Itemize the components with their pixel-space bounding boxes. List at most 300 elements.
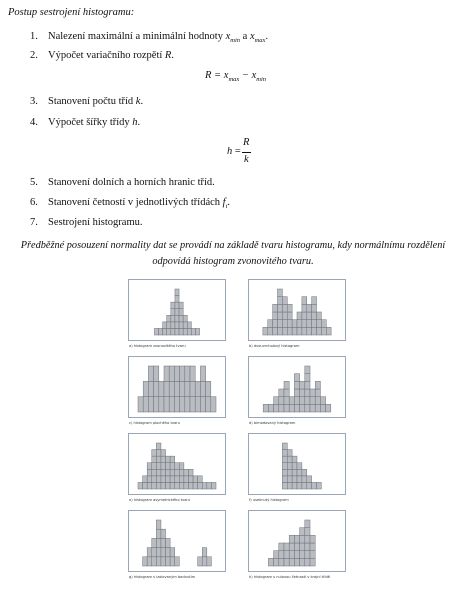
histogram-bar-cell (180, 366, 185, 381)
histogram-bar-cell (167, 328, 171, 335)
histogram-bar-cell (211, 397, 216, 412)
histogram-bar-cell (302, 327, 307, 335)
histogram-bar-cell (152, 538, 157, 547)
histogram-bar-cell (315, 397, 320, 405)
histogram-bar-cell (292, 476, 297, 483)
histogram-bar-cell (278, 289, 283, 297)
histogram-bar-cell (305, 366, 310, 374)
histogram-bar-cell (161, 482, 166, 489)
histogram-bar-cell (156, 482, 161, 489)
histogram-bar-cell (183, 328, 187, 335)
section-heading: Postup sestrojení histogramu: (8, 7, 135, 18)
step-3 (30, 96, 143, 107)
histogram-bar-cell (156, 529, 161, 538)
histogram-bar-cell (175, 463, 180, 470)
histogram-bar-cell (161, 548, 166, 557)
histogram-bar-cell (294, 543, 299, 551)
histogram-bar-cell (274, 558, 279, 566)
histogram-bar-cell (171, 315, 175, 322)
histogram-bar-cell (310, 558, 315, 566)
histogram-bar-cell (310, 389, 315, 397)
histogram-bar-cell (171, 328, 175, 335)
histogram-bar-cell (287, 469, 292, 476)
histogram-bar-cell (287, 450, 292, 457)
histogram-bar-cell (195, 328, 199, 335)
histogram-bar-cell (292, 327, 297, 335)
histogram-bar-cell (161, 463, 166, 470)
histogram-bar-cell (315, 404, 320, 412)
width-formula-numerator: R (243, 137, 250, 148)
histogram-bar-cell (287, 327, 292, 335)
histogram-bar-cell (148, 397, 153, 412)
range-formula: $R = x_{max} - x_{min}$ (205, 70, 267, 84)
histogram-bar-cell (175, 469, 180, 476)
histogram-bar-cell (166, 482, 171, 489)
histogram-bar-cell (161, 469, 166, 476)
histogram-bar-cell (179, 476, 184, 483)
histogram-bar-cell (263, 327, 268, 335)
histogram-bar-cell (184, 476, 189, 483)
histogram-panel-7 (128, 510, 226, 584)
histogram-bar-cell (317, 312, 322, 320)
histogram-bar-cell (326, 404, 331, 412)
histogram-bar-cell (161, 529, 166, 538)
histogram-bar-cell (175, 315, 179, 322)
step-7 (30, 217, 143, 228)
histogram-bar-cell (175, 309, 179, 316)
histogram-bar-cell (169, 381, 174, 396)
histogram-plot (128, 279, 226, 341)
histogram-bar-cell (312, 304, 317, 312)
histogram-bar-cell (143, 557, 148, 566)
histogram-plot (248, 433, 346, 495)
histogram-caption: c) histogram plochého tvaru (129, 421, 180, 425)
histogram-bar-cell (292, 469, 297, 476)
histogram-bar-cell (284, 381, 289, 389)
histogram-bar-cell (154, 366, 159, 381)
step-text: Stanovení četností v jednotlivých třídách $f_i$. (48, 197, 231, 211)
histogram-bar-cell (174, 366, 179, 381)
histogram-bar-cell (310, 551, 315, 559)
histogram-bar-cell (175, 476, 180, 483)
histogram-panel-4 (248, 356, 346, 430)
histogram-bar-cell (175, 482, 180, 489)
histogram-caption: f) useknutý histogram (249, 498, 289, 502)
histogram-bar-cell (198, 557, 203, 566)
histogram-bar-cell (297, 320, 302, 328)
histogram-bar-cell (164, 366, 169, 381)
histogram-bar-cell (274, 404, 279, 412)
histogram-bar-cell (294, 535, 299, 543)
histogram-bar-cell (273, 320, 278, 328)
histogram-bar-cell (263, 404, 268, 412)
histogram-bar-cell (154, 397, 159, 412)
histogram-panel-8 (248, 510, 346, 584)
histogram-bar-cell (170, 456, 175, 463)
histogram-bar-cell (175, 328, 179, 335)
histogram-bar-cell (307, 327, 312, 335)
histogram-bar-cell (166, 463, 171, 470)
histogram-bar-cell (171, 309, 175, 316)
step-1 (30, 31, 268, 44)
histogram-bar-cell (156, 450, 161, 457)
histogram-bar-cell (284, 543, 289, 551)
histogram-bar-cell (284, 558, 289, 566)
histogram-bar-cell (147, 469, 152, 476)
histogram-bar-cell (179, 322, 183, 329)
histogram-bar-cell (183, 315, 187, 322)
histogram-bar-cell (174, 381, 179, 396)
histogram-bar-cell (300, 397, 305, 405)
histogram-bar-cell (198, 482, 203, 489)
histogram-bar-cell (300, 551, 305, 559)
histogram-plot (248, 279, 346, 341)
step-text: Nalezení maximální a minimální hodnoty $x_{min}$ a $x_{max}$. (48, 31, 269, 45)
histogram-bar-cell (278, 304, 283, 312)
histogram-bar-cell (147, 557, 152, 566)
histogram-bar-cell (169, 366, 174, 381)
histogram-bar-cell (292, 456, 297, 463)
histogram-bar-cell (289, 558, 294, 566)
histogram-bar-cell (166, 538, 171, 547)
histogram-bar-cell (185, 381, 190, 396)
histogram-bar-cell (289, 397, 294, 405)
histogram-bar-cell (163, 328, 167, 335)
histogram-bar-cell (170, 463, 175, 470)
histogram-bar-cell (278, 297, 283, 305)
histogram-bar-cell (310, 543, 315, 551)
histogram-panel-6 (248, 433, 346, 507)
histogram-bar-cell (170, 557, 175, 566)
histogram-bar-cell (312, 327, 317, 335)
histogram-bar-cell (273, 327, 278, 335)
histogram-bar-cell (156, 520, 161, 529)
histogram-plot (248, 356, 346, 418)
histogram-bar-cell (174, 397, 179, 412)
histogram-bar-cell (148, 381, 153, 396)
histogram-bar-cell (179, 328, 183, 335)
histogram-bar-cell (305, 558, 310, 566)
step-number: 1. (30, 31, 38, 42)
histogram-caption: d) bimodovaný histogram (249, 421, 296, 425)
histogram-bar-cell (284, 389, 289, 397)
histogram-bar-cell (143, 476, 148, 483)
histogram-bar-cell (317, 320, 322, 328)
histogram-bar-cell (161, 456, 166, 463)
step-6 (30, 197, 230, 210)
histogram-bar-cell (268, 404, 273, 412)
histogram-bar-cell (297, 312, 302, 320)
histogram-bar-cell (152, 469, 157, 476)
histogram-bar-cell (282, 450, 287, 457)
fraction-bar (242, 152, 251, 153)
histogram-bar-cell (310, 397, 315, 405)
histogram-bar-cell (170, 469, 175, 476)
histogram-bar-cell (187, 328, 191, 335)
histogram-bar-cell (284, 404, 289, 412)
histogram-bar-cell (302, 482, 307, 489)
histogram-bar-cell (147, 463, 152, 470)
histogram-bar-cell (152, 476, 157, 483)
histogram-bar-cell (300, 535, 305, 543)
histogram-bar-cell (320, 404, 325, 412)
histogram-bar-cell (152, 450, 157, 457)
histogram-panel-1 (128, 279, 226, 353)
histogram-bar-cell (184, 469, 189, 476)
histogram-bar-cell (167, 322, 171, 329)
histogram-bar-cell (302, 312, 307, 320)
histogram-bar-cell (294, 404, 299, 412)
histogram-bar-cell (294, 374, 299, 382)
histogram-bar-cell (170, 476, 175, 483)
histogram-caption: b) dvouvrcholový histogram (249, 344, 300, 348)
histogram-bar-cell (147, 476, 152, 483)
histogram-bar-cell (278, 320, 283, 328)
histogram-bar-cell (297, 463, 302, 470)
histogram-bar-cell (282, 320, 287, 328)
histogram-bar-cell (167, 315, 171, 322)
histogram-bar-cell (305, 374, 310, 382)
histogram-bar-cell (268, 327, 273, 335)
histogram-bar-cell (278, 327, 283, 335)
histogram-bar-cell (300, 528, 305, 536)
histogram-bar-cell (170, 482, 175, 489)
histogram-bar-cell (312, 297, 317, 305)
step-5 (30, 177, 215, 188)
histogram-bar-cell (289, 535, 294, 543)
histogram-bar-cell (166, 456, 171, 463)
histogram-bar-cell (154, 328, 158, 335)
histogram-bar-cell (310, 535, 315, 543)
histogram-bar-cell (279, 543, 284, 551)
histogram-bar-cell (180, 397, 185, 412)
histogram-bar-cell (138, 482, 143, 489)
histogram-caption: a) histogram zvonovitého tvaru (129, 344, 186, 348)
width-formula-lhs: h = (227, 146, 241, 157)
histogram-bar-cell (156, 469, 161, 476)
histogram-bar-cell (179, 482, 184, 489)
histogram-bar-cell (279, 397, 284, 405)
histogram-bar-cell (305, 389, 310, 397)
histogram-bar-cell (287, 463, 292, 470)
histogram-bar-cell (207, 557, 212, 566)
histogram-bar-cell (202, 557, 207, 566)
histogram-caption: h) histogram s nulovou četností v krajní třídě (249, 575, 331, 579)
histogram-bar-cell (152, 482, 157, 489)
histogram-bar-cell (152, 548, 157, 557)
step-text: Stanovení počtu tříd k. (48, 96, 144, 107)
histogram-bar-cell (307, 482, 312, 489)
histogram-bar-cell (294, 381, 299, 389)
histogram-bar-cell (289, 404, 294, 412)
histogram-bar-cell (305, 404, 310, 412)
step-number: 6. (30, 197, 38, 208)
histogram-bar-cell (326, 327, 331, 335)
histogram-bar-cell (268, 320, 273, 328)
histogram-plot (248, 510, 346, 572)
histogram-bar-cell (317, 327, 322, 335)
histogram-bar-cell (191, 328, 195, 335)
histogram-bar-cell (166, 476, 171, 483)
histogram-bar-cell (156, 548, 161, 557)
histogram-bar-cell (200, 397, 205, 412)
histogram-bar-cell (307, 312, 312, 320)
histogram-bar-cell (305, 543, 310, 551)
histogram-bar-cell (300, 543, 305, 551)
histogram-bar-cell (180, 381, 185, 396)
histogram-bar-cell (282, 304, 287, 312)
histogram-bar-cell (184, 482, 189, 489)
histogram-bar-cell (282, 482, 287, 489)
histogram-bar-cell (305, 528, 310, 536)
histogram-bar-cell (307, 320, 312, 328)
histogram-bar-cell (143, 397, 148, 412)
histogram-bar-cell (159, 397, 164, 412)
histogram-bar-cell (302, 469, 307, 476)
histogram-bar-cell (300, 389, 305, 397)
step-4 (30, 117, 140, 128)
histogram-bar-cell (166, 469, 171, 476)
histogram-bar-cell (166, 557, 171, 566)
histogram-bar-cell (287, 482, 292, 489)
histogram-bar-cell (287, 304, 292, 312)
histogram-bar-cell (287, 456, 292, 463)
step-number: 2. (30, 50, 38, 61)
histogram-bar-cell (292, 320, 297, 328)
histogram-bar-cell (175, 322, 179, 329)
histogram-plot (128, 433, 226, 495)
histogram-bar-cell (202, 548, 207, 557)
histogram-bar-cell (297, 476, 302, 483)
histogram-bar-cell (190, 381, 195, 396)
step-2 (30, 50, 174, 61)
histogram-bar-cell (164, 381, 169, 396)
histogram-bar-cell (292, 482, 297, 489)
histogram-bar-cell (300, 381, 305, 389)
histogram-bar-cell (305, 535, 310, 543)
histogram-bar-cell (279, 551, 284, 559)
histogram-bar-cell (195, 381, 200, 396)
histogram-bar-cell (321, 327, 326, 335)
step-number: 4. (30, 117, 38, 128)
histogram-bar-cell (302, 304, 307, 312)
step-text: Výpočet šířky třídy h. (48, 117, 141, 128)
histogram-bar-cell (300, 558, 305, 566)
normality-note: Předběžné posouzení normality dat se provádí na základě tvaru histogramu, kdy normálnímu rozdělení odpovídá histogram zvonovitého tvaru. (20, 240, 446, 267)
step-number: 5. (30, 177, 38, 188)
histogram-bar-cell (284, 397, 289, 405)
histogram-bar-cell (282, 327, 287, 335)
histogram-bar-cell (179, 469, 184, 476)
histogram-bar-cell (161, 450, 166, 457)
histogram-bar-cell (206, 381, 211, 396)
histogram-bar-cell (202, 482, 207, 489)
histogram-bar-cell (188, 476, 193, 483)
histogram-bar-cell (156, 456, 161, 463)
histogram-caption: g) histogram s izolovaným bodnutím (129, 575, 196, 579)
histogram-bar-cell (159, 328, 163, 335)
histogram-bar-cell (143, 381, 148, 396)
histogram-bar-cell (273, 304, 278, 312)
histogram-bar-cell (300, 404, 305, 412)
histogram-bar-cell (190, 366, 195, 381)
histogram-bar-cell (154, 381, 159, 396)
histogram-bar-cell (279, 558, 284, 566)
histogram-bar-cell (163, 322, 167, 329)
histogram-bar-cell (302, 297, 307, 305)
histogram-bar-cell (274, 551, 279, 559)
histogram-bar-cell (193, 476, 198, 483)
histogram-bar-cell (315, 389, 320, 397)
histogram-bar-cell (164, 397, 169, 412)
histogram-bar-cell (152, 557, 157, 566)
histogram-bar-cell (175, 296, 179, 303)
histogram-bar-cell (147, 548, 152, 557)
histogram-bar-cell (188, 469, 193, 476)
histogram-bar-cell (187, 322, 191, 329)
histogram-bar-cell (175, 289, 179, 296)
histogram-bar-cell (156, 476, 161, 483)
histogram-bar-cell (292, 463, 297, 470)
histogram-bar-cell (156, 463, 161, 470)
histogram-bar-cell (159, 381, 164, 396)
histogram-panel-5 (128, 433, 226, 507)
histogram-bar-cell (156, 557, 161, 566)
histogram-bar-cell (284, 551, 289, 559)
histogram-bar-cell (274, 397, 279, 405)
histogram-bar-cell (143, 482, 148, 489)
histogram-bar-cell (200, 381, 205, 396)
histogram-bar-cell (152, 463, 157, 470)
histogram-bar-cell (302, 320, 307, 328)
histogram-bar-cell (179, 302, 183, 309)
histogram-bar-cell (287, 476, 292, 483)
step-text: Stanovení dolních a horních hranic tříd. (48, 177, 215, 188)
histogram-panel-3 (128, 356, 226, 430)
step-number: 7. (30, 217, 38, 228)
histogram-bar-cell (207, 482, 212, 489)
histogram-bar-cell (312, 312, 317, 320)
histogram-bar-cell (317, 482, 322, 489)
histogram-bar-cell (171, 302, 175, 309)
histogram-bar-cell (169, 397, 174, 412)
histogram-bar-cell (287, 320, 292, 328)
histogram-bar-cell (297, 482, 302, 489)
histogram-bar-cell (294, 551, 299, 559)
histogram-bar-cell (315, 381, 320, 389)
histogram-bar-cell (175, 302, 179, 309)
histogram-bar-cell (179, 463, 184, 470)
histogram-bar-cell (294, 558, 299, 566)
histogram-bar-cell (278, 312, 283, 320)
histogram-bar-cell (305, 381, 310, 389)
histogram-bar-cell (195, 397, 200, 412)
histogram-bar-cell (302, 476, 307, 483)
histogram-bar-cell (294, 397, 299, 405)
histogram-bar-cell (310, 404, 315, 412)
step-text: Výpočet variačního rozpětí R. (48, 50, 174, 61)
step-number: 3. (30, 96, 38, 107)
histogram-bar-cell (179, 309, 183, 316)
histogram-plot (128, 356, 226, 418)
histogram-bar-cell (282, 456, 287, 463)
histogram-bar-cell (312, 482, 317, 489)
histogram-bar-cell (147, 482, 152, 489)
histogram-bar-cell (161, 557, 166, 566)
histogram-bar-cell (200, 366, 205, 381)
histogram-bar-cell (193, 482, 198, 489)
histogram-bar-cell (282, 463, 287, 470)
